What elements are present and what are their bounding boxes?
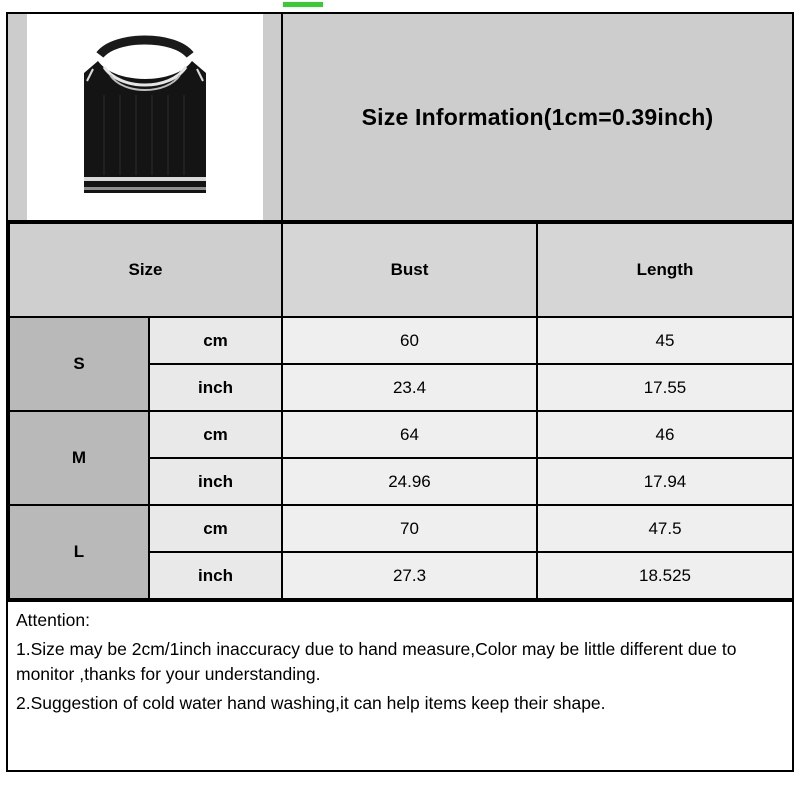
length-value: 47.5 (537, 505, 793, 552)
unit-inch: inch (149, 458, 282, 505)
header-length: Length (537, 223, 793, 317)
attention-line-1: 1.Size may be 2cm/1inch inaccuracy due to hand measure,Color may be little different due to monitor ,thanks for your understanding. (16, 638, 737, 684)
product-image-cell (8, 14, 283, 220)
bust-value: 23.4 (282, 364, 537, 411)
unit-inch: inch (149, 364, 282, 411)
table-row (9, 505, 793, 552)
bust-value: 70 (282, 505, 537, 552)
length-value: 17.55 (537, 364, 793, 411)
header-bust: Bust (282, 223, 537, 317)
size-chart (6, 12, 794, 772)
attention-line-2: 2.Suggestion of cold water hand washing,it can help items keep their shape. (16, 692, 606, 713)
size-label-s: S (9, 317, 149, 411)
chart-title-cell (283, 14, 792, 220)
size-label-m: M (9, 411, 149, 505)
unit-cm: cm (149, 411, 282, 458)
attention-block (8, 600, 792, 770)
length-value: 45 (537, 317, 793, 364)
unit-cm: cm (149, 317, 282, 364)
bust-value: 27.3 (282, 552, 537, 599)
attention-heading: Attention: (16, 610, 90, 630)
size-label-l: L (9, 505, 149, 599)
length-value: 18.525 (537, 552, 793, 599)
bust-value: 60 (282, 317, 537, 364)
bust-value: 24.96 (282, 458, 537, 505)
length-value: 17.94 (537, 458, 793, 505)
header-size: Size (9, 223, 282, 317)
bust-value: 64 (282, 411, 537, 458)
table-header-row (9, 223, 793, 317)
length-value: 46 (537, 411, 793, 458)
table-row (9, 317, 793, 364)
green-accent-mark (283, 2, 323, 7)
chart-title: Size Information(1cm=0.39inch) (361, 103, 714, 130)
unit-inch: inch (149, 552, 282, 599)
unit-cm: cm (149, 505, 282, 552)
chart-header-row (8, 14, 792, 222)
measurements-table (8, 222, 794, 600)
table-row (9, 411, 793, 458)
product-image (27, 14, 263, 220)
tank-top-icon (60, 25, 230, 210)
